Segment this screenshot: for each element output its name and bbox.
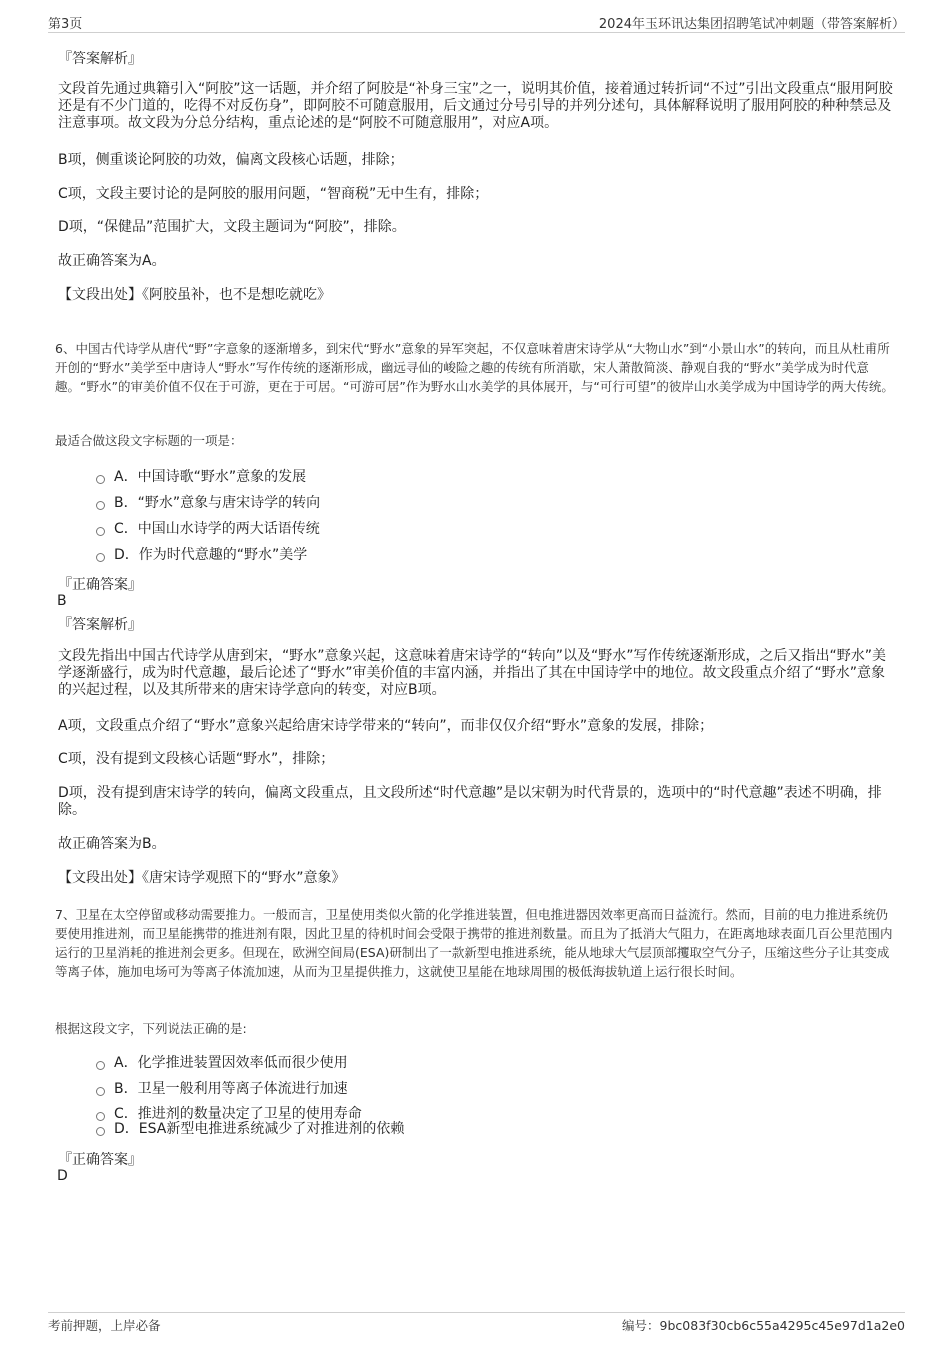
q6-option-a[interactable] <box>96 468 306 486</box>
q6-answer-label: 『正确答案』 <box>58 577 142 593</box>
q6-option-c-explain: C项，没有提到文段核心话题“野水”，排除； <box>58 751 335 767</box>
q5-option-d-explain: D项，“保健品”范围扩大，文段主题词为“阿胶”，排除。 <box>58 219 406 235</box>
page-number: 第3页 <box>48 17 83 32</box>
option-label: C．推进剂的数量决定了卫星的使用寿命 <box>114 1106 362 1122</box>
radio-icon[interactable] <box>96 553 105 562</box>
radio-icon[interactable] <box>96 1127 105 1136</box>
q6-option-c[interactable] <box>96 520 320 538</box>
q7-option-d[interactable] <box>96 1120 404 1138</box>
q5-source: 【文段出处】《阿胶虽补，也不是想吃就吃》 <box>58 287 331 303</box>
option-label: A．化学推进装置因效率低而很少使用 <box>114 1055 348 1071</box>
radio-icon[interactable] <box>96 527 105 536</box>
option-label: B．卫星一般利用等离子体流进行加速 <box>114 1081 348 1097</box>
q5-option-b-explain: B项，侧重谈论阿胶的功效，偏离文段核心话题，排除； <box>58 152 404 168</box>
document-id: 编号：9bc083f30cb6c55a4295c45e97d1a2e0 <box>622 1318 905 1333</box>
q6-conclusion: 故正确答案为B。 <box>58 836 166 852</box>
radio-icon[interactable] <box>96 475 105 484</box>
q5-analysis-label: 『答案解析』 <box>58 51 142 67</box>
page-footer <box>48 1312 905 1337</box>
q6-option-b[interactable] <box>96 494 320 512</box>
q7-prompt: 根据这段文字，下列说法正确的是: <box>55 1021 247 1036</box>
option-label: D．作为时代意趣的“野水”美学 <box>114 547 308 563</box>
q7-option-b[interactable] <box>96 1080 348 1098</box>
q5-option-c-explain: C项，文段主要讨论的是阿胶的服用问题，“智商税”无中生有，排除； <box>58 186 489 202</box>
q5-conclusion: 故正确答案为A。 <box>58 253 166 269</box>
option-label: A．中国诗歌“野水”意象的发展 <box>114 469 307 485</box>
q7-option-a[interactable] <box>96 1054 348 1072</box>
document-title: 2024年玉环讯达集团招聘笔试冲刺题（带答案解析） <box>598 17 905 32</box>
radio-icon[interactable] <box>96 1087 105 1096</box>
q6-question: 6、中国古代诗学从唐代“野”字意象的逐渐增多，到宋代“野水”意象的异军突起，不仅意味着唐宋诗学从“大物山水”到“小景山水”的转向，而且从杜甫所开创的“野水”美学至中唐诗人“野水”写作传统的逐渐形成，幽远寻仙的峻险之趣的传统有所消歇，宋人萧散简淡、静观自我的“野水”美学成为时代意趣。“野水”的审美价值不仅在于可游，更在于可居。“可游可居”作为野水山水美学的具体展开，与“可行可望”的彼岸山水美学成为中国诗学的两大传统。 <box>55 341 894 394</box>
radio-icon[interactable] <box>96 501 105 510</box>
q6-analysis-label: 『答案解析』 <box>58 617 142 633</box>
q6-source: 【文段出处】《唐宋诗学观照下的“野水”意象》 <box>58 870 346 886</box>
q6-answer: B <box>57 593 67 609</box>
option-label: C．中国山水诗学的两大话语传统 <box>114 521 320 537</box>
q5-analysis: 文段首先通过典籍引入“阿胶”这一话题，并介绍了阿胶是“补身三宝”之一，说明其价值，接着通过转折词“不过”引出文段重点“服用阿胶还是有不少门道的，吃得不对反伤身”，即阿胶不可随意服用，后文通过分号引导的并列分述句，具体解释说明了服用阿胶的种种禁忌及注意事项。故文段为分总分结构，重点论述的是“阿胶不可随意服用”，对应A项。 <box>58 81 893 131</box>
footer-slogan: 考前押题，上岸必备 <box>48 1318 161 1333</box>
q6-option-d-explain: D项，没有提到唐宋诗学的转向，偏离文段重点，且文段所述“时代意趣”是以宋朝为时代背景的，选项中的“时代意趣”表述不明确，排除。 <box>58 785 882 818</box>
option-label: D．ESA新型电推进系统减少了对推进剂的依赖 <box>114 1121 405 1137</box>
q7-question: 7、卫星在太空停留或移动需要推力。一般而言，卫星使用类似火箭的化学推进装置，但电推进器因效率更高而日益流行。然而，目前的电力推进系统仍要使用推进剂，而卫星能携带的推进剂有限，因此卫星的待机时间会受限于携带的推进剂数量。而且为了抵消大气阻力，在距离地球表面几百公里范围内运行的卫星消耗的推进剂会更多。但现在，欧洲空间局(ESA)研制出了一款新型电推进系统，能从地球大气层顶部攫取空气分子，压缩这些分子让其变成等离子体，施加电场可为等离子体流加速，从而为卫星提供推力，这就使卫星能在地球周围的极低海拔轨道上运行很长时间。 <box>55 907 893 979</box>
option-label: B．“野水”意象与唐宋诗学的转向 <box>114 495 321 511</box>
q6-option-a-explain: A项，文段重点介绍了“野水”意象兴起给唐宋诗学带来的“转向”，而非仅仅介绍“野水”意象的发展，排除； <box>58 718 714 734</box>
q7-answer-label: 『正确答案』 <box>58 1152 142 1168</box>
radio-icon[interactable] <box>96 1061 105 1070</box>
page-header <box>48 10 905 33</box>
q6-prompt: 最适合做这段文字标题的一项是： <box>55 433 243 448</box>
q6-analysis: 文段先指出中国古代诗学从唐到宋，“野水”意象兴起，这意味着唐宋诗学的“转向”以及“野水”写作传统逐渐形成，之后又指出“野水”美学逐渐盛行，成为时代意趣，最后论述了“野水”审美价值的丰富内涵，并指出了其在中国诗学中的地位。故文段重点介绍了“野水”意象的兴起过程，以及其所带来的唐宋诗学意向的转变，对应B项。 <box>58 648 887 698</box>
q6-option-d[interactable] <box>96 546 307 564</box>
q7-answer: D <box>57 1168 68 1184</box>
